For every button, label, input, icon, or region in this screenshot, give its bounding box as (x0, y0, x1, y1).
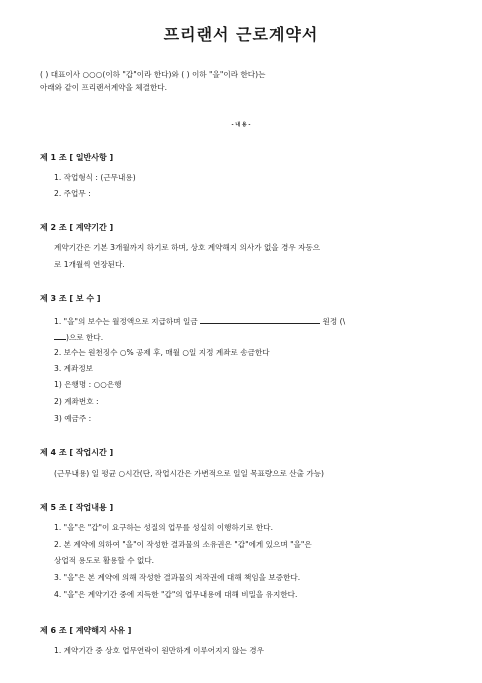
article-3-line-1-suffix: 원정 (\ (322, 317, 346, 326)
article-4-heading: 제 4 조 [ 작업시간 ] (40, 448, 114, 457)
article-5-line-2-cont: 상업적 용도로 활용할 수 없다. (54, 556, 155, 565)
article-5-heading: 제 5 조 [ 작업내용 ] (40, 503, 114, 512)
content-heading: - 내 용 - (231, 122, 251, 128)
article-6-heading: 제 6 조 [ 계약해지 사유 ] (40, 626, 132, 635)
article-3-account-number: 2) 계좌번호 : (54, 397, 99, 406)
article-5-line-3: 3. "을"은 본 계약에 의해 작성한 결과물의 저작권에 대해 책임을 보증한다. (54, 573, 301, 582)
article-6-line-1: 1. 계약기간 중 상호 업무연락이 원만하게 이루어지지 않는 경우 (54, 646, 264, 655)
article-2-line-2: 로 1개월씩 연장된다. (54, 260, 125, 269)
document-title: 프리랜서 근로계약서 (163, 25, 319, 44)
article-3-line-1-cont-text: )으로 한다. (66, 333, 104, 342)
article-3-line-1 (54, 315, 345, 327)
article-1-heading: 제 1 조 [ 일반사항 ] (40, 153, 114, 162)
article-5-line-1: 1. "을"은 "갑"이 요구하는 성질의 업무를 성실히 이행하기로 한다. (54, 523, 273, 532)
article-5-line-4: 4. "을"은 계약기간 중에 지득한 "갑"의 업무내용에 대해 비밀을 유지한다. (54, 590, 298, 599)
article-1-line-1: 1. 작업형식 : (근무내용) (54, 173, 136, 182)
article-3-bank-name: 1) 은행명 : ○○은행 (54, 380, 122, 389)
article-3-heading: 제 3 조 [ 보 수 ] (40, 294, 101, 303)
article-2-heading: 제 2 조 [ 계약기간 ] (40, 223, 114, 232)
article-3-account-holder: 3) 예금주 : (54, 414, 92, 423)
article-3-line-1-cont (54, 331, 103, 343)
article-3-line-1-text: 1. "을"의 보수는 월정액으로 지급하며 일금 (54, 317, 198, 326)
article-3-line-2: 2. 보수는 원천징수 ○% 공제 후, 매월 ○일 지정 계좌로 송금한다 (54, 348, 270, 357)
article-1-line-2: 2. 주업무 : (54, 189, 91, 198)
intro-line-1: ( ) 대표이사 ○○○(이하 "갑"이라 한다)와 ( ) 이하 "을"이라 한다)는 (40, 70, 266, 79)
amount-blank (200, 315, 320, 324)
article-4-line-1: (근무내용) 일 평균 ○시간(단, 작업시간은 가변적으로 일일 목표량으로 산출 가능) (54, 469, 325, 478)
article-2-line-1: 계약기간은 기본 3개월까지 하기로 하며, 상호 계약해지 의사가 없을 경우 자동으 (54, 243, 321, 252)
intro-line-2: 아래와 같이 프리랜서계약을 체결한다. (40, 83, 168, 92)
amount-words-blank (54, 331, 66, 340)
article-3-line-3: 3. 계좌정보 (54, 364, 94, 373)
article-5-line-2: 2. 본 계약에 의하여 "을"이 작성한 결과물의 소유권은 "갑"에게 있으며 "을"은 (54, 540, 312, 549)
